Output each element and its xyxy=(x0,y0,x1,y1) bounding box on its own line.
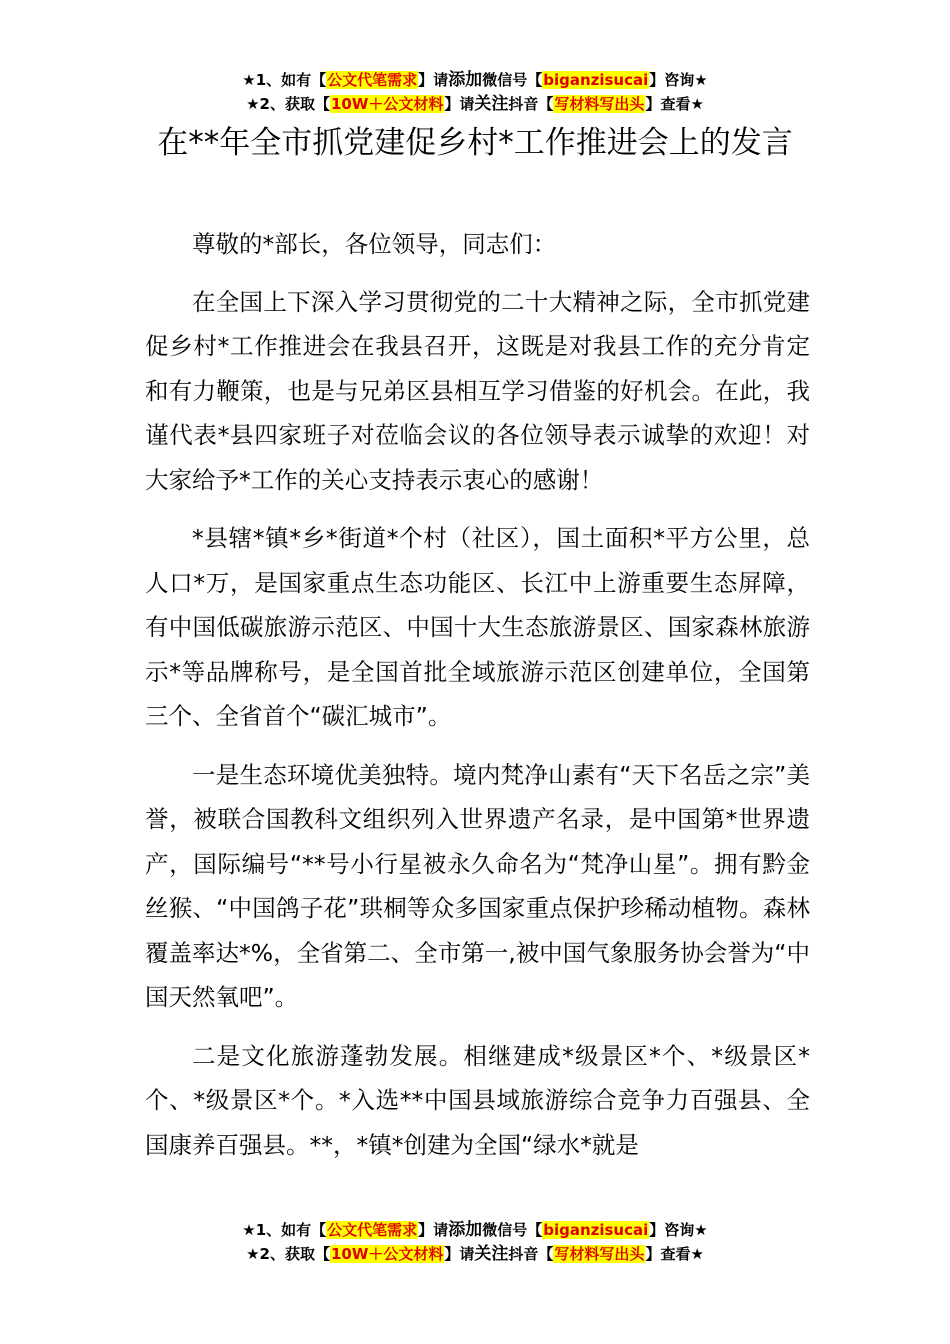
banner-text: 抖音【 xyxy=(508,95,554,113)
banner-line-2 xyxy=(0,92,950,116)
star-icon: ★ xyxy=(242,1221,256,1239)
footer-banner xyxy=(0,1218,950,1266)
banner-text: 】请 xyxy=(418,71,449,89)
banner-text: 】请 xyxy=(444,1245,475,1263)
body-paragraph: *县辖*镇*乡*街道*个村（社区），国土面积*平方公里，总人口*万，是国家重点生态功能区、长江中上游重要生态屏障，有中国低碳旅游示范区、中国十大生态旅游景区、国家森林旅游示*等品牌称号，是全国首批全域旅游示范区创建单位，全国第三个、全省首个“碳汇城市”。 xyxy=(145,524,810,730)
star-icon: ★ xyxy=(690,95,704,113)
banner-text: 】查看 xyxy=(645,95,691,113)
banner-line-1 xyxy=(0,68,950,92)
star-icon: ★ xyxy=(246,95,260,113)
star-icon: ★ xyxy=(694,1221,708,1239)
banner-text: 微信号【 xyxy=(482,71,543,89)
banner-text: 2、获取【 xyxy=(259,95,330,113)
banner-text: 1、如有【 xyxy=(255,71,327,89)
banner-emphasis: 关注 xyxy=(474,1244,509,1264)
star-icon: ★ xyxy=(694,71,708,89)
highlight-douyin-account: 写材料写出头 xyxy=(554,1245,645,1263)
header-banner xyxy=(0,68,950,116)
banner-text: 微信号【 xyxy=(482,1221,543,1239)
banner-emphasis: 添加 xyxy=(448,70,483,90)
highlight-wechat-id: biganzisucai xyxy=(543,71,649,89)
star-icon: ★ xyxy=(690,1245,704,1263)
star-icon: ★ xyxy=(242,71,256,89)
banner-text: 】请 xyxy=(418,1221,449,1239)
banner-emphasis: 添加 xyxy=(448,1220,483,1240)
banner-emphasis: 关注 xyxy=(474,94,509,114)
highlight-materials: 10W＋公文材料 xyxy=(330,1245,444,1263)
star-icon: ★ xyxy=(246,1245,260,1263)
document-body xyxy=(145,222,810,1181)
banner-line-2 xyxy=(0,1242,950,1266)
banner-text: 抖音【 xyxy=(508,1245,554,1263)
banner-line-1 xyxy=(0,1218,950,1242)
banner-text: 】查看 xyxy=(645,1245,691,1263)
banner-text: 】咨询 xyxy=(649,1221,695,1239)
highlight-douyin-account: 写材料写出头 xyxy=(554,95,645,113)
document-title: 在**年全市抓党建促乡村*工作推进会上的发言 xyxy=(157,125,793,161)
banner-text: 】请 xyxy=(444,95,475,113)
body-paragraph: 一是生态环境优美独特。境内梵净山素有“天下名岳之宗”美誉，被联合国教科文组织列入世界遗产名录，是中国第*世界遗产，国际编号“**号小行星被永久命名为“梵净山星”。拥有黔金丝猴、“中国鸽子花”珙桐等众多国家重点保护珍稀动植物。森林覆盖率达*%，全省第二、全市第一,被中国气象服务协会誉为“中国天然氧吧”。 xyxy=(145,760,810,1011)
highlight-service: 公文代笔需求 xyxy=(327,1221,418,1239)
banner-text: 】咨询 xyxy=(649,71,695,89)
body-paragraph: 二是文化旅游蓬勃发展。相继建成*级景区*个、*级景区*个、*级景区*个。*入选**中国县域旅游综合竞争力百强县、全国康养百强县。**，*镇*创建为全国“绿水*就是 xyxy=(145,1041,810,1159)
banner-text: 1、如有【 xyxy=(255,1221,327,1239)
banner-text: 2、获取【 xyxy=(259,1245,330,1263)
salutation-paragraph: 尊敬的*部长，各位领导，同志们： xyxy=(192,230,557,258)
highlight-service: 公文代笔需求 xyxy=(327,71,418,89)
body-paragraph: 在全国上下深入学习贯彻党的二十大精神之际，全市抓党建促乡村*工作推进会在我县召开，这既是对我县工作的充分肯定和有力鞭策，也是与兄弟区县相互学习借鉴的好机会。在此，我谨代表*县四家班子对莅临会议的各位领导表示诚挚的欢迎！对大家给予*工作的关心支持表示衷心的感谢！ xyxy=(145,287,810,494)
highlight-materials: 10W＋公文材料 xyxy=(330,95,444,113)
highlight-wechat-id: biganzisucai xyxy=(543,1221,649,1239)
